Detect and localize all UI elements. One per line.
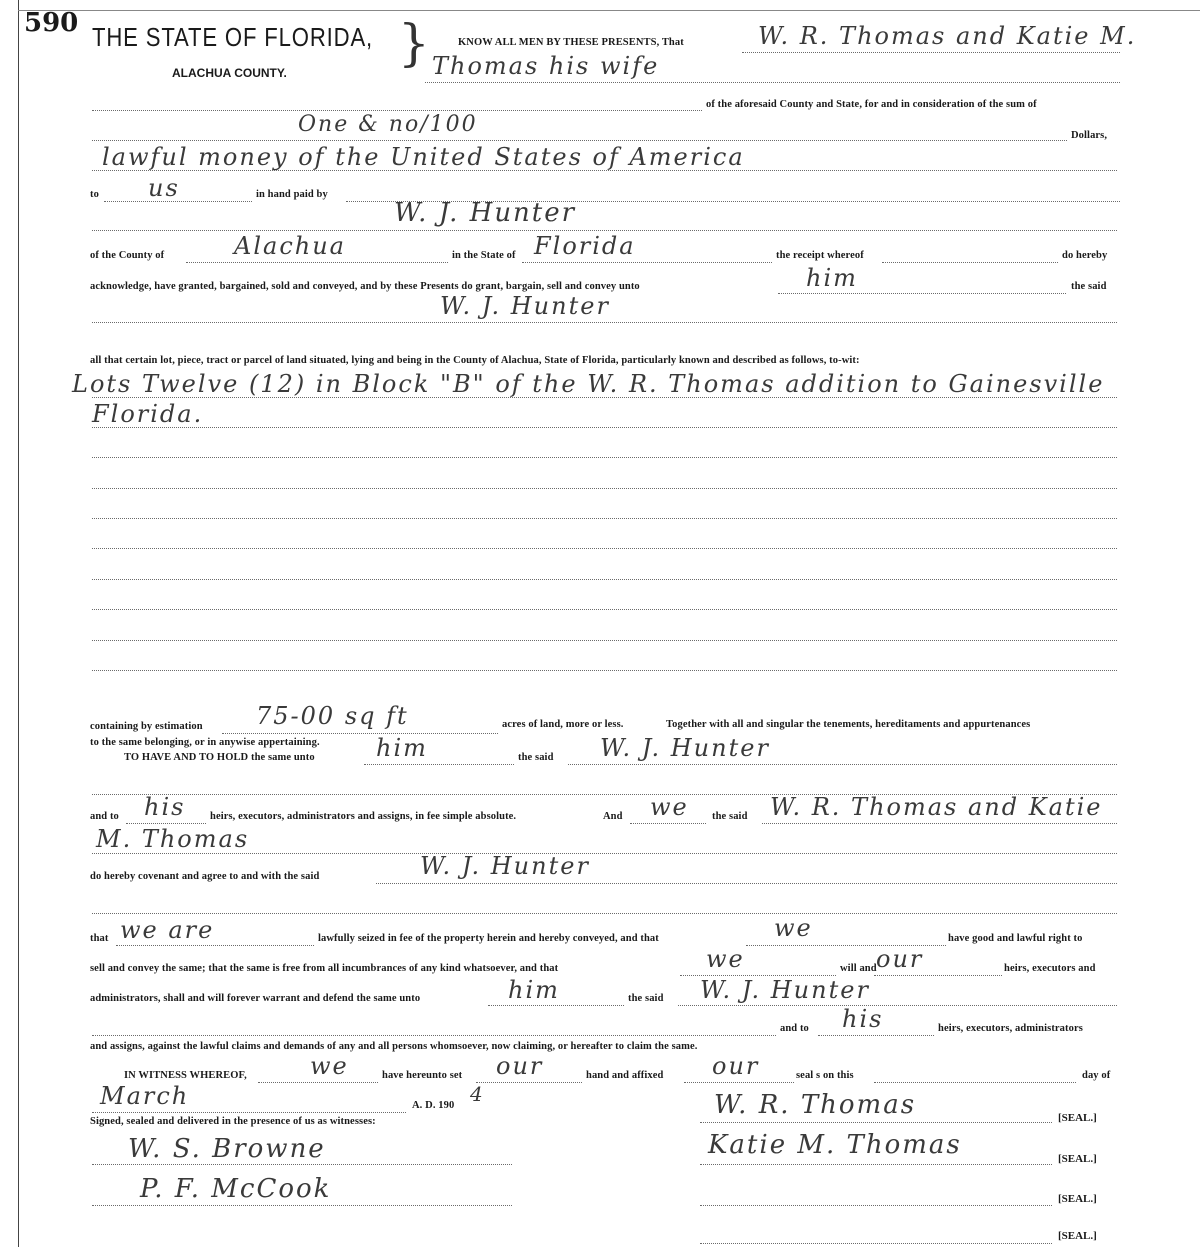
in-state-of-label: in the State of — [452, 250, 516, 261]
seal-label-2: [SEAL.] — [1058, 1153, 1097, 1165]
seal-label-4: [SEAL.] — [1058, 1230, 1097, 1242]
and-to-label: and to — [90, 811, 119, 822]
have-hold-unto: him — [376, 734, 428, 762]
containing-label: containing by estimation — [90, 721, 203, 732]
defend-unto: him — [508, 976, 560, 1004]
said-grantors-line-2: M. Thomas — [96, 825, 250, 853]
the-said-label: the said — [1071, 281, 1107, 292]
witness-2: P. F. McCook — [140, 1174, 332, 1204]
grantors-line-1: W. R. Thomas and Katie M. — [758, 22, 1137, 50]
heirs-exec-and-text: heirs, executors and — [1004, 963, 1096, 974]
ad-text: A. D. 190 — [412, 1100, 455, 1111]
estimation-value: 75-00 sq ft — [256, 702, 409, 730]
said-grantors-line-1: W. R. Thomas and Katie — [770, 793, 1103, 821]
set-our: our — [496, 1052, 544, 1080]
heirs-exec-admin-text: heirs, executors, administrators — [938, 1023, 1083, 1034]
day-of-text: day of — [1082, 1070, 1111, 1081]
acknowledge-text: acknowledge, have granted, bargained, sold and conveyed, and by these Presents do grant, bargain, sell and convey unto — [90, 281, 640, 292]
signature-1: W. R. Thomas — [714, 1090, 917, 1120]
page-left-border — [18, 0, 19, 1247]
page-top-border — [18, 10, 1200, 11]
grantee-name-2: W. J. Hunter — [440, 292, 610, 320]
witness-whereof-we: we — [310, 1052, 349, 1080]
page-number: 590 — [24, 8, 79, 38]
do-hereby-label: do hereby — [1062, 250, 1108, 261]
hand-and-text: hand and affixed — [586, 1070, 664, 1081]
defend-said-name: W. J. Hunter — [700, 976, 870, 1004]
in-hand-paid-label: in hand paid by — [256, 189, 328, 200]
aforesaid-text: of the aforesaid County and State, for and in consideration of the sum of — [706, 99, 1037, 110]
know-all-men-text: KNOW ALL MEN BY THESE PRESENTS, That — [458, 37, 684, 48]
dollars-text: Dollars, — [1071, 130, 1108, 141]
witness-1: W. S. Browne — [128, 1134, 326, 1164]
and-assigns-text: and assigns, against the lawful claims and demands of any and all persons whomsoever, now claiming, or hereafter to claim the same. — [90, 1041, 698, 1052]
county-name: Alachua — [234, 232, 346, 260]
description-line-1: Lots Twelve (12) in Block "B" of the W. R. Thomas addition to Gainesville — [72, 370, 1105, 398]
the-said-label-2: the said — [518, 752, 554, 763]
grantors-line-2: Thomas his wife — [432, 52, 660, 80]
state-name: Florida — [534, 232, 636, 260]
have-good-text: have good and lawful right to — [948, 933, 1083, 944]
lawfully-text: lawfully seized in fee of the property herein and hereby conveyed, and that — [318, 933, 659, 944]
the-said-label-4: the said — [628, 993, 664, 1004]
seal-label-3: [SEAL.] — [1058, 1193, 1097, 1205]
to-have-hold-text: TO HAVE AND TO HOLD the same unto — [124, 752, 315, 763]
month-value: March — [100, 1082, 190, 1110]
that-we-are: we are — [120, 916, 215, 944]
to-whom: us — [148, 174, 180, 202]
together-text: Together with all and singular the tenements, hereditaments and appurtenances — [666, 719, 1031, 730]
affixed-our: our — [712, 1052, 760, 1080]
lawful-money-text: lawful money of the United States of America — [102, 143, 745, 171]
will-and-our: our — [876, 945, 924, 973]
seal-label-1: [SEAL.] — [1058, 1112, 1097, 1124]
description-line-2: Florida. — [92, 400, 204, 428]
year-digit: 4 — [470, 1082, 485, 1106]
and-label: And — [603, 811, 623, 822]
sell-convey-text: sell and convey the same; that the same is free from all incumbrances of any kind whatsoever, and that — [90, 963, 559, 974]
grantee-name: W. J. Hunter — [394, 198, 577, 228]
heirs-exec-text: heirs, executors, administrators and assigns, in fee simple absolute. — [210, 811, 517, 822]
covenant-with-name: W. J. Hunter — [420, 852, 590, 880]
and-to-his: his — [144, 793, 186, 821]
and-we: we — [650, 793, 689, 821]
that-label: that — [90, 933, 109, 944]
free-that-we: we — [706, 945, 745, 973]
and-to-label-2: and to — [780, 1023, 809, 1034]
administrators-text: administrators, shall and will forever warrant and defend the same unto — [90, 993, 421, 1004]
all-that-certain-text: all that certain lot, piece, tract or parcel of land situated, lying and being in the County of Alachua, State of Florida, particularly known and described as follows, to-wit: — [90, 355, 860, 366]
will-and-label: will and — [840, 963, 877, 974]
of-county-label: of the County of — [90, 250, 165, 261]
state-title: THE STATE OF FLORIDA, — [92, 22, 374, 52]
receipt-label: the receipt whereof — [776, 250, 864, 261]
header-brace: } — [398, 14, 430, 72]
and-that-we: we — [774, 914, 813, 942]
sum-amount: One & no/100 — [298, 112, 478, 137]
have-hereunto-text: have hereunto set — [382, 1070, 463, 1081]
the-said-label-3: the said — [712, 811, 748, 822]
acres-text: acres of land, more or less. — [502, 719, 624, 730]
county-title: ALACHUA COUNTY. — [172, 66, 287, 80]
in-witness-text: IN WITNESS WHEREOF, — [124, 1070, 247, 1081]
to-same-text: to the same belonging, or in anywise appertaining. — [90, 737, 320, 748]
signature-2: Katie M. Thomas — [708, 1130, 962, 1160]
seal-on-this-text: seal s on this — [796, 1070, 854, 1081]
signed-sealed-text: Signed, sealed and delivered in the presence of us as witnesses: — [90, 1116, 376, 1127]
to-label: to — [90, 189, 99, 200]
covenant-text: do hereby covenant and agree to and with the said — [90, 871, 320, 882]
said-hold-name: W. J. Hunter — [600, 734, 770, 762]
and-to-his-2: his — [842, 1005, 884, 1033]
unto-name: him — [806, 264, 858, 292]
